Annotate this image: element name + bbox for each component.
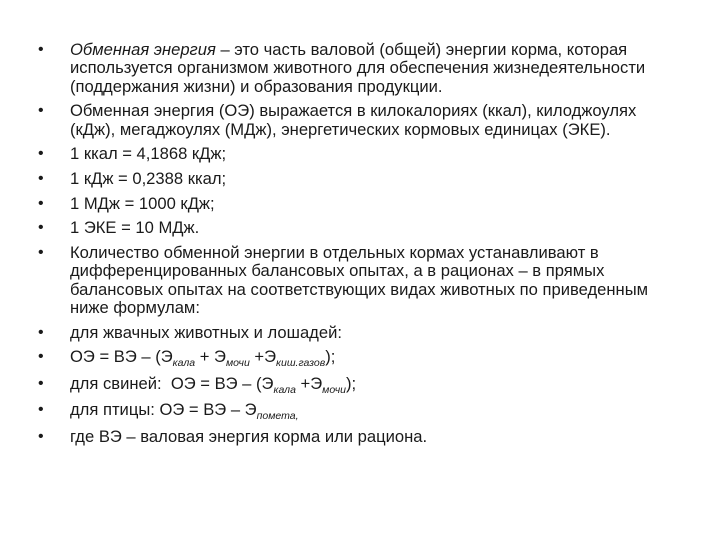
subscript: мочи	[322, 383, 347, 396]
bullet-dot-icon: •	[38, 323, 44, 341]
bullet-item	[38, 401, 678, 421]
bullet-item	[38, 195, 678, 213]
term: Обменная энергия	[70, 40, 216, 59]
bullet-dot-icon: •	[38, 194, 44, 212]
bullet-list	[38, 41, 678, 453]
bullet-item	[38, 170, 678, 188]
bullet-dot-icon: •	[38, 145, 44, 163]
bullet-dot-icon: •	[38, 102, 44, 120]
bullet-item	[38, 244, 678, 318]
text: 1 ккал = 4,1868 кДж;	[70, 144, 227, 164]
text: Количество обменной энергии в отдельных кормах устанавливают в дифференцированных балансовых опытах, а в рационах – в прямых балансовых опытах на соответствующих видах животных по приведенным ниже формулам:	[70, 242, 649, 317]
text: +Э	[249, 347, 277, 367]
text: ОЭ = ВЭ – (Э	[70, 347, 173, 367]
bullet-dot-icon: •	[38, 243, 44, 261]
bullet-dot-icon: •	[38, 427, 44, 445]
subscript: кала	[172, 357, 196, 370]
text: + Э	[195, 347, 226, 367]
text: );	[325, 347, 336, 367]
text: для свиней: ОЭ = ВЭ – (Э	[70, 373, 274, 393]
text: где ВЭ – валовая энергия корма или рациона.	[70, 426, 428, 446]
bullet-dot-icon: •	[38, 374, 44, 392]
text: Обменная энергия (ОЭ) выражается в килокалориях (ккал), килоджоулях (кДж), мегаджоулях (МДж), энергетических кормовых единицах (ЭКЕ).	[70, 101, 637, 139]
bullet-item	[38, 145, 678, 163]
bullet-item	[38, 375, 678, 395]
bullet-item	[38, 348, 678, 368]
subscript: помета,	[256, 410, 299, 423]
bullet-dot-icon: •	[38, 219, 44, 237]
bullet-dot-icon: •	[38, 170, 44, 187]
bullet-item	[38, 41, 678, 96]
text: );	[346, 373, 357, 393]
text: 1 кДж = 0,2388 ккал;	[70, 169, 227, 188]
text: для птицы: ОЭ = ВЭ – Э	[70, 400, 257, 420]
text: 1 МДж = 1000 кДж;	[70, 193, 215, 213]
subscript: киш.газов	[276, 357, 326, 370]
bullet-dot-icon: •	[38, 401, 44, 419]
text: 1 ЭКЕ = 10 МДж.	[70, 218, 200, 238]
subscript: кала	[273, 383, 296, 396]
bullet-item	[38, 219, 678, 237]
subscript: мочи	[225, 357, 250, 370]
bullet-dot-icon: •	[38, 348, 44, 366]
bullet-item	[38, 428, 678, 446]
text: для жвачных животных и лошадей:	[70, 322, 342, 342]
text: +Э	[295, 373, 323, 393]
bullet-dot-icon: •	[38, 41, 44, 58]
text: – это часть валовой (общей) энергии корма, которая используется организмом животного для обеспечения жизнедеятельности (поддержания жизни) и образования продукции.	[70, 40, 646, 96]
bullet-item	[38, 324, 678, 342]
bullet-item	[38, 102, 678, 139]
